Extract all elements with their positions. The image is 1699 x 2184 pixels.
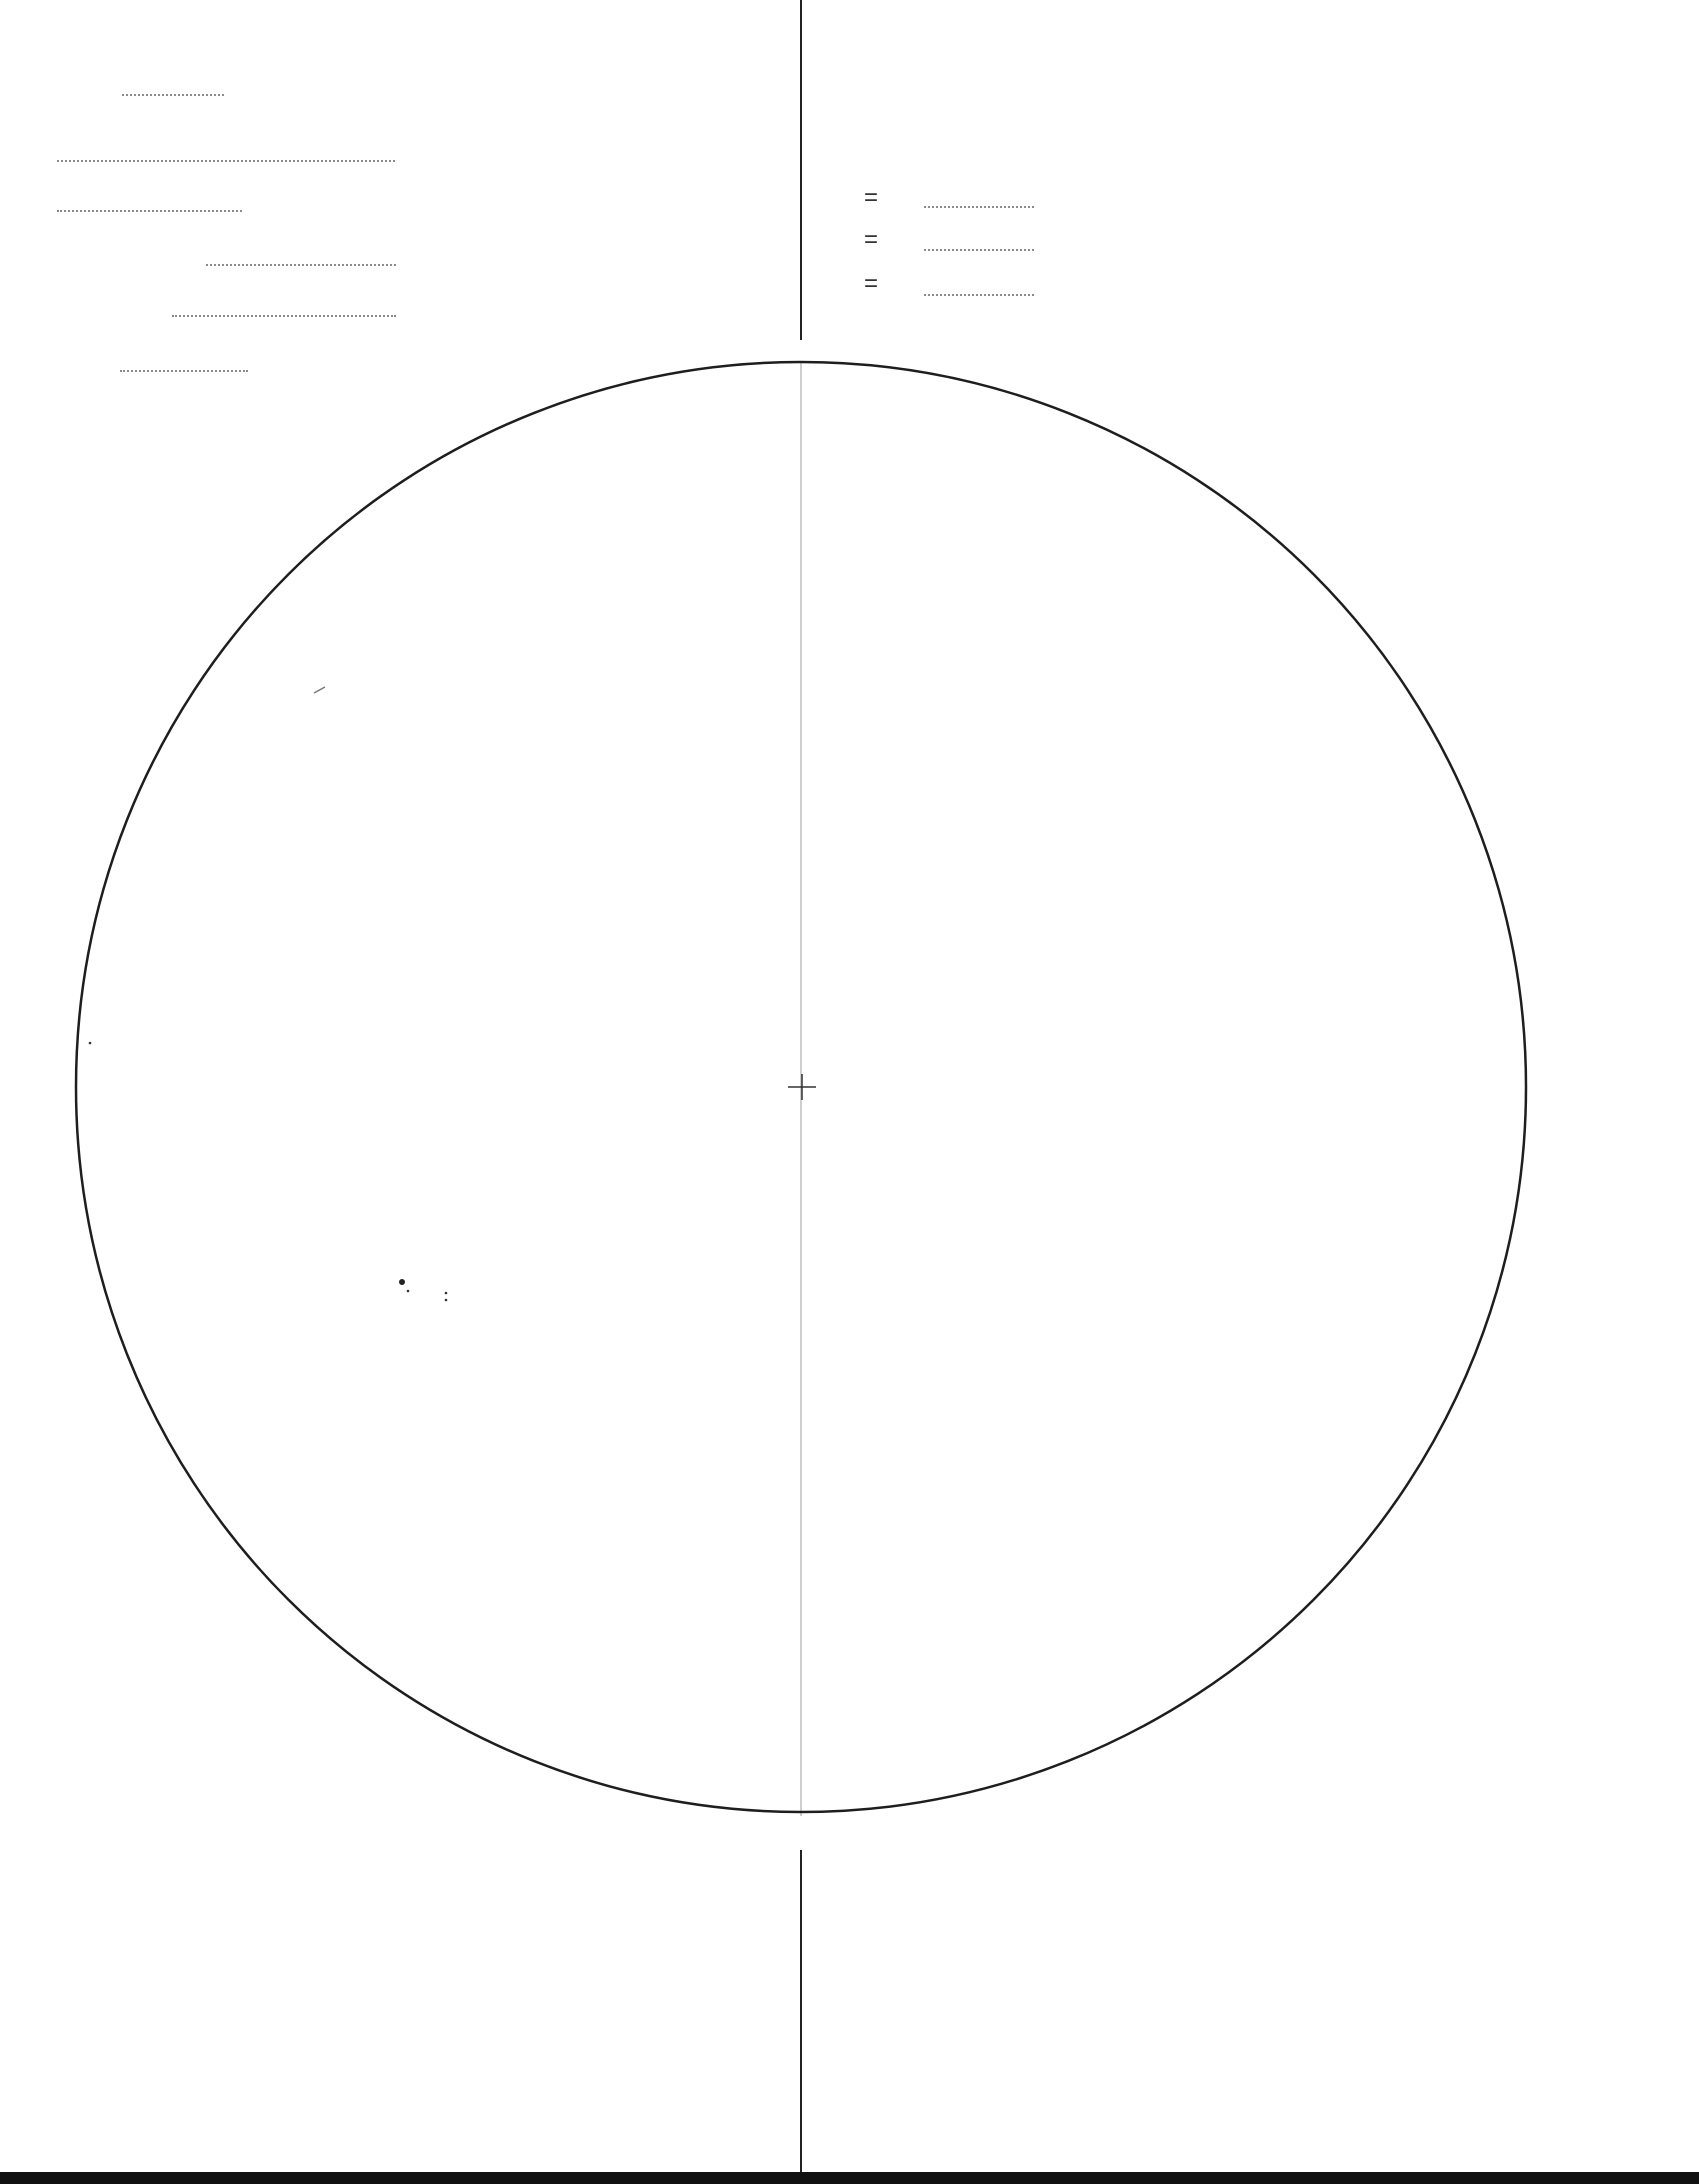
observation-table [1390,0,1699,620]
sunspot-dot [407,1290,410,1293]
faint-mark [314,687,325,693]
p0-label: = [864,270,879,297]
sunspot-dot [445,1299,448,1302]
sunspot-dot [399,1279,405,1285]
sunspot-dot [89,1042,92,1045]
sunspot-dot [445,1292,448,1295]
scan-bottom-edge [0,2172,1699,2184]
l0-label: = [864,184,879,211]
b0-label: = [864,226,879,253]
